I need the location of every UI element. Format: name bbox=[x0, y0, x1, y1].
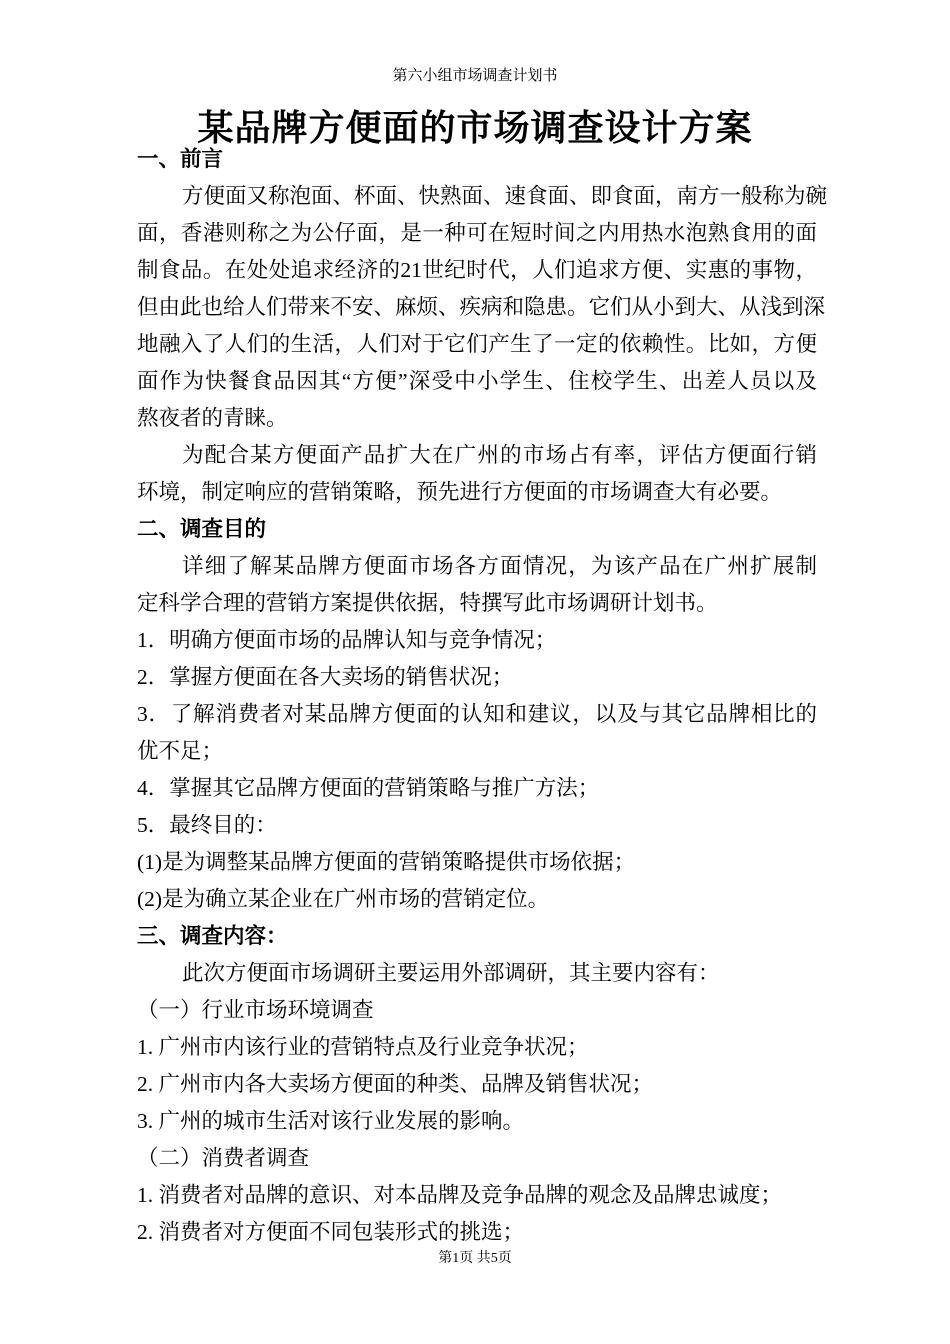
text-line: 为配合某方便面产品扩大在广州的市场占有率，评估方便面行销 bbox=[182, 443, 817, 467]
text-line: 4．掌握其它品牌方便面的营销策略与推广方法； bbox=[137, 776, 600, 800]
text-line: 1. 广州市内该行业的营销特点及行业竞争状况； bbox=[137, 1035, 589, 1059]
document-body bbox=[137, 141, 828, 1251]
section-heading: 一、前言 bbox=[137, 147, 224, 171]
page-footer: 第1页 共5页 bbox=[438, 1251, 512, 1266]
text-line: 2．掌握方便面在各大卖场的销售状况； bbox=[137, 665, 514, 689]
text-line: 5．最终目的： bbox=[137, 813, 277, 837]
section-heading: 三、调查内容： bbox=[137, 924, 288, 948]
text-line: 地融入了人们的生活，人们对于它们产生了一定的依赖性。比如，方便 bbox=[137, 332, 817, 356]
text-line: 3. 广州的城市生活对该行业发展的影响。 bbox=[137, 1109, 525, 1133]
text-line: 此次方便面市场调研主要运用外部调研，其主要内容有： bbox=[182, 961, 720, 985]
text-line: (2)是为确立某企业在广州市场的营销定位。 bbox=[137, 887, 550, 911]
text-line: 定科学合理的营销方案提供依据，特撰写此市场调研计划书。 bbox=[137, 591, 718, 615]
text-line: 优不足； bbox=[137, 739, 224, 763]
document-title: 某品牌方便面的市场调查设计方案 bbox=[197, 107, 753, 148]
page-header: 第六小组市场调查计划书 bbox=[392, 68, 558, 84]
text-line: （二）消费者调查 bbox=[137, 1146, 310, 1170]
text-line: 1. 消费者对品牌的意识、对本品牌及竞争品牌的观念及品牌忠诚度； bbox=[137, 1183, 783, 1207]
text-line: 2. 消费者对方便面不同包装形式的挑选； bbox=[137, 1220, 525, 1244]
text-line: 方便面又称泡面、杯面、快熟面、速食面、即食面，南方一般称为碗 bbox=[182, 184, 828, 208]
section-heading: 二、调查目的 bbox=[137, 517, 267, 541]
text-line: （一）行业市场环境调查 bbox=[137, 998, 374, 1022]
text-line: 面作为快餐食品因其“方便”深受中小学生、住校学生、出差人员以及 bbox=[137, 369, 817, 393]
text-line: 熬夜者的青睐。 bbox=[137, 406, 288, 430]
text-line: 环境，制定响应的营销策略，预先进行方便面的市场调查大有必要。 bbox=[137, 480, 783, 504]
text-line: 面，香港则称之为公仔面，是一种可在短时间之内用热水泡熟食用的面 bbox=[137, 221, 817, 245]
text-line: 2. 广州市内各大卖场方便面的种类、品牌及销售状况； bbox=[137, 1072, 654, 1096]
text-line: (1)是为调整某品牌方便面的营销策略提供市场依据； bbox=[137, 850, 636, 874]
text-line: 1．明确方便面市场的品牌认知与竞争情况； bbox=[137, 628, 557, 652]
text-line: 但由此也给人们带来不安、麻烦、疾病和隐患。它们从小到大、从浅到深 bbox=[137, 295, 826, 319]
text-line: 制食品。在处处追求经济的21世纪时代，人们追求方便、实惠的事物， bbox=[137, 258, 817, 282]
text-line: 3．了解消费者对某品牌方便面的认知和建议，以及与其它品牌相比的 bbox=[137, 702, 817, 726]
text-line: 详细了解某品牌方便面市场各方面情况，为该产品在广州扩展制 bbox=[182, 554, 817, 578]
